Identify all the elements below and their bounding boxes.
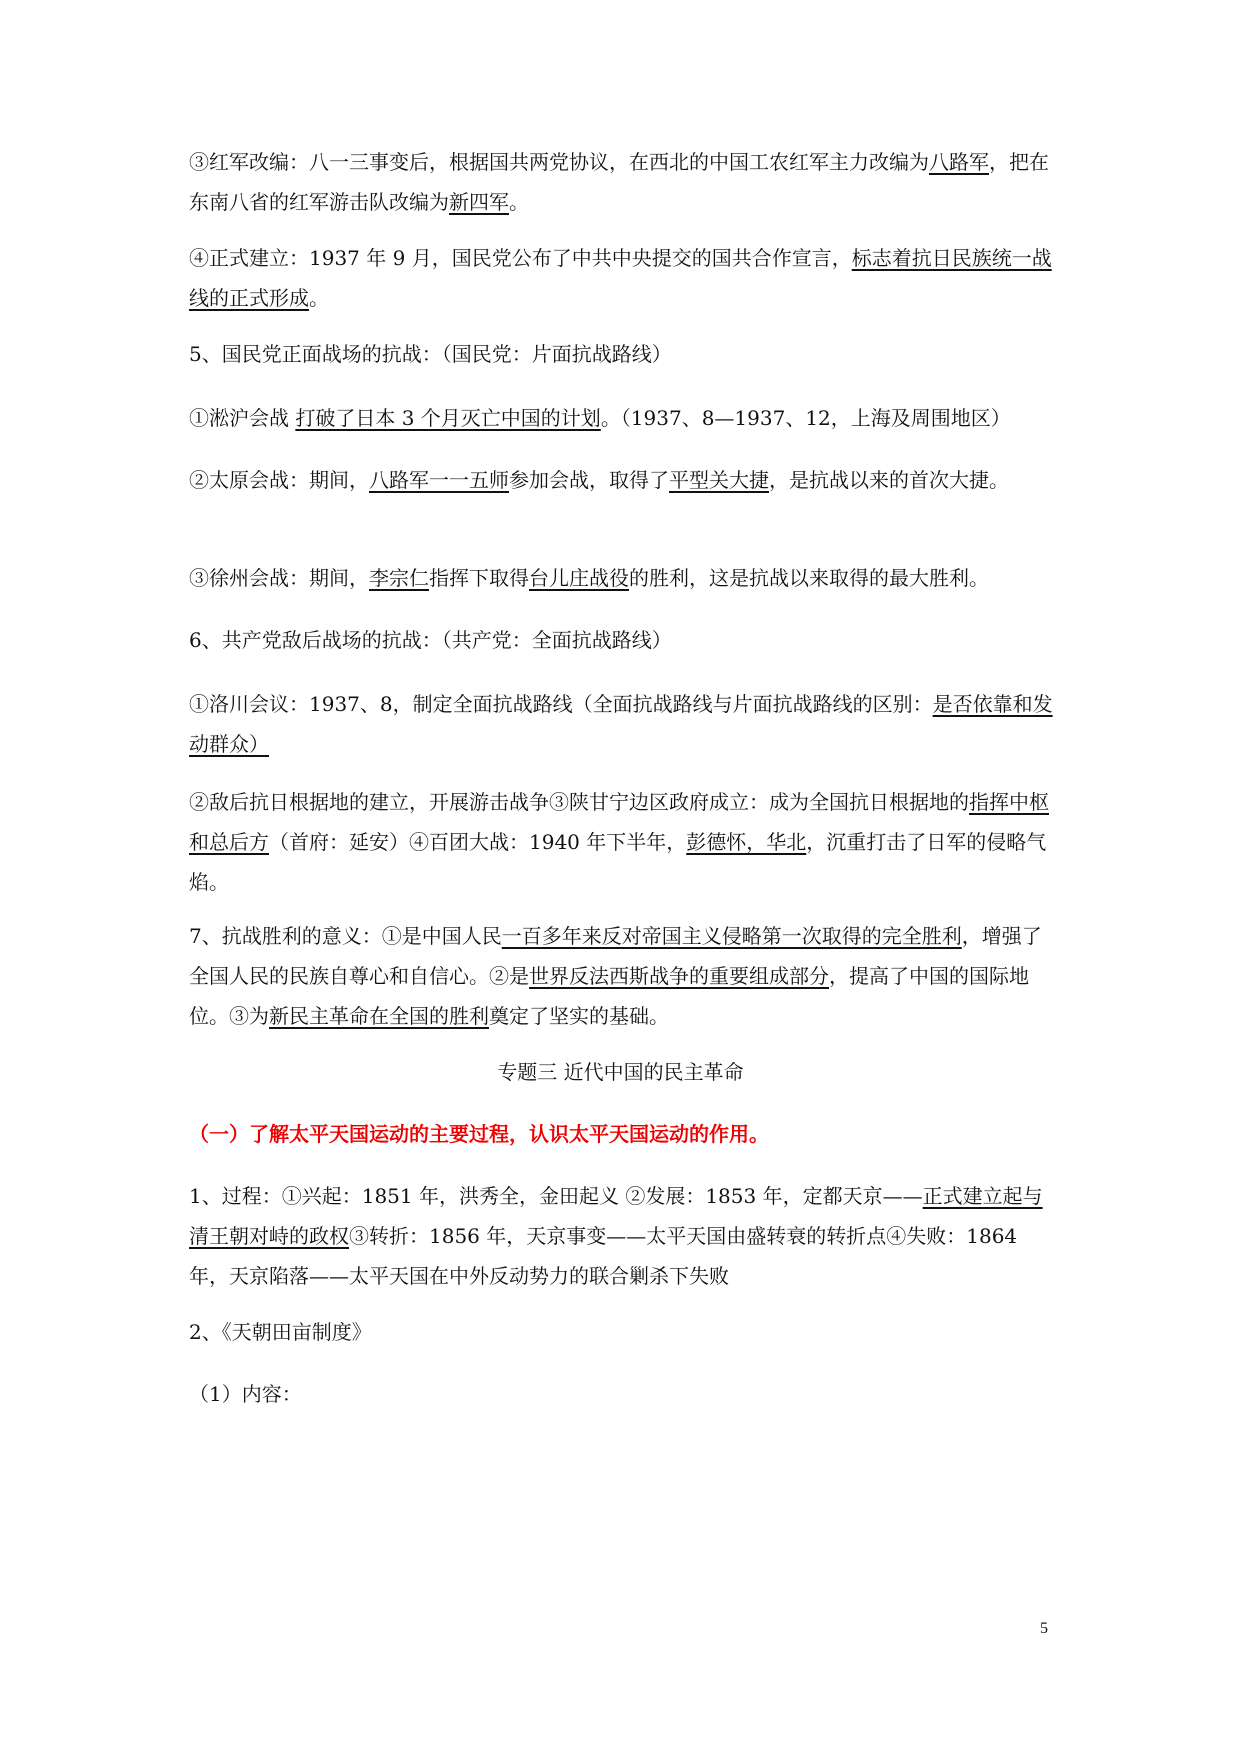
- text-run: 奠定了坚实的基础。: [489, 1004, 669, 1028]
- text-run: ，提高了中国的国际地位。③为: [189, 964, 1029, 1028]
- underlined-text: 平型关大捷: [669, 468, 769, 492]
- underlined-text: 彭德怀，华北: [686, 830, 807, 854]
- text-run: ，增强了全国人民的民族自尊心和自信心。②是: [189, 924, 1042, 988]
- underlined-text: 八路军一一五师: [369, 468, 509, 492]
- underlined-text: 李宗仁: [369, 566, 429, 590]
- paragraph-xuzhou-battle: [189, 558, 1061, 598]
- text-run: 1、过程：①兴起：1851 年，洪秀全，金田起义 ②发展：1853 年，定都天京——: [189, 1184, 923, 1208]
- underlined-text: 新四军: [449, 190, 509, 214]
- underlined-text: 打破了日本 3 个月灭亡中国的计划: [295, 406, 601, 430]
- paragraph-taiping-process: [189, 1176, 1061, 1296]
- text-run: ，是抗战以来的首次大捷。: [769, 468, 1009, 492]
- text-run: ②太原会战：期间，: [189, 468, 369, 492]
- text-run: 。: [509, 190, 529, 214]
- paragraph-cpc-front-heading: [189, 620, 1061, 660]
- text-run: ④正式建立：1937 年 9 月，国民党公布了中共中央提交的国共合作宣言，: [189, 246, 852, 270]
- text-run: 2、《天朝田亩制度》: [189, 1320, 372, 1344]
- underlined-text: 新民主革命在全国的胜利: [269, 1004, 489, 1028]
- text-run: ③转折：1856 年，天京事变——太平天国由盛转衰的转折点④失败：1864 年，天京陷落——太平天国在中外反动势力的联合剿杀下失败: [189, 1224, 1018, 1288]
- text-run: ①淞沪会战: [189, 406, 296, 430]
- page-number: 5: [1040, 1620, 1048, 1637]
- text-run: （首府：延安）④百团大战：1940 年下半年，: [269, 830, 687, 854]
- paragraph-red-army-reorganization: [189, 142, 1061, 222]
- text-run: ②敌后抗日根据地的建立，开展游击战争③陕甘宁边区政府成立：成为全国抗日根据地的: [189, 790, 969, 814]
- underlined-text: 是否依靠和发动群众）: [189, 692, 1053, 756]
- text-run: ，把在东南八省的红军游击队改编为: [189, 150, 1049, 214]
- text-run: ①洛川会议：1937、8，制定全面抗战路线（全面抗战路线与片面抗战路线的区别：: [189, 692, 933, 716]
- underlined-text: 八路军: [929, 150, 989, 174]
- text-run: 5、国民党正面战场的抗战：（国民党：片面抗战路线）: [189, 342, 672, 366]
- underlined-text: 一百多年来反对帝国主义侵略第一次取得的完全胜利: [501, 924, 962, 948]
- paragraph-songhu-battle: [189, 398, 1061, 438]
- text-run: 6、共产党敌后战场的抗战：（共产党：全面抗战路线）: [189, 628, 672, 652]
- text-run: 。: [309, 286, 329, 310]
- paragraph-victory-significance: [189, 916, 1061, 1036]
- text-run: 的胜利，这是抗战以来取得的最大胜利。: [629, 566, 989, 590]
- paragraph-base-areas: [189, 782, 1061, 902]
- underlined-text: 台儿庄战役: [529, 566, 629, 590]
- text-run: ，沉重打击了日军的侵略气焰。: [189, 830, 1047, 894]
- underlined-text: 世界反法西斯战争的重要组成部分: [529, 964, 829, 988]
- text-run: （1）内容：: [189, 1382, 302, 1406]
- paragraph-content-heading: [189, 1374, 1061, 1414]
- text-run: 参加会战，取得了: [509, 468, 669, 492]
- paragraph-land-system-heading: [189, 1312, 1061, 1352]
- red-heading: （一）了解太平天国运动的主要过程，认识太平天国运动的作用。: [189, 1122, 769, 1146]
- paragraph-united-front-established: [189, 238, 1061, 318]
- text-run: 7、抗战胜利的意义：①是中国人民: [189, 924, 502, 948]
- underlined-text: 标志着抗日民族统一战线的正式形成: [189, 246, 1052, 310]
- text-run: 。（1937、8—1937、12，上海及周围地区）: [600, 406, 1011, 430]
- underlined-text: 正式建立起与清王朝对峙的政权: [189, 1184, 1043, 1248]
- paragraph-kmt-front-heading: [189, 334, 1061, 374]
- paragraph-luochuan-meeting: [189, 684, 1061, 764]
- underlined-text: 指挥中枢和总后方: [189, 790, 1049, 854]
- section-title: 专题三 近代中国的民主革命: [497, 1060, 744, 1084]
- text-run: ③红军改编：八一三事变后，根据国共两党协议，在西北的中国工农红军主力改编为: [189, 150, 929, 174]
- text-run: ③徐州会战：期间，: [189, 566, 369, 590]
- text-run: 指挥下取得: [429, 566, 529, 590]
- paragraph-taiyuan-battle: [189, 460, 1061, 500]
